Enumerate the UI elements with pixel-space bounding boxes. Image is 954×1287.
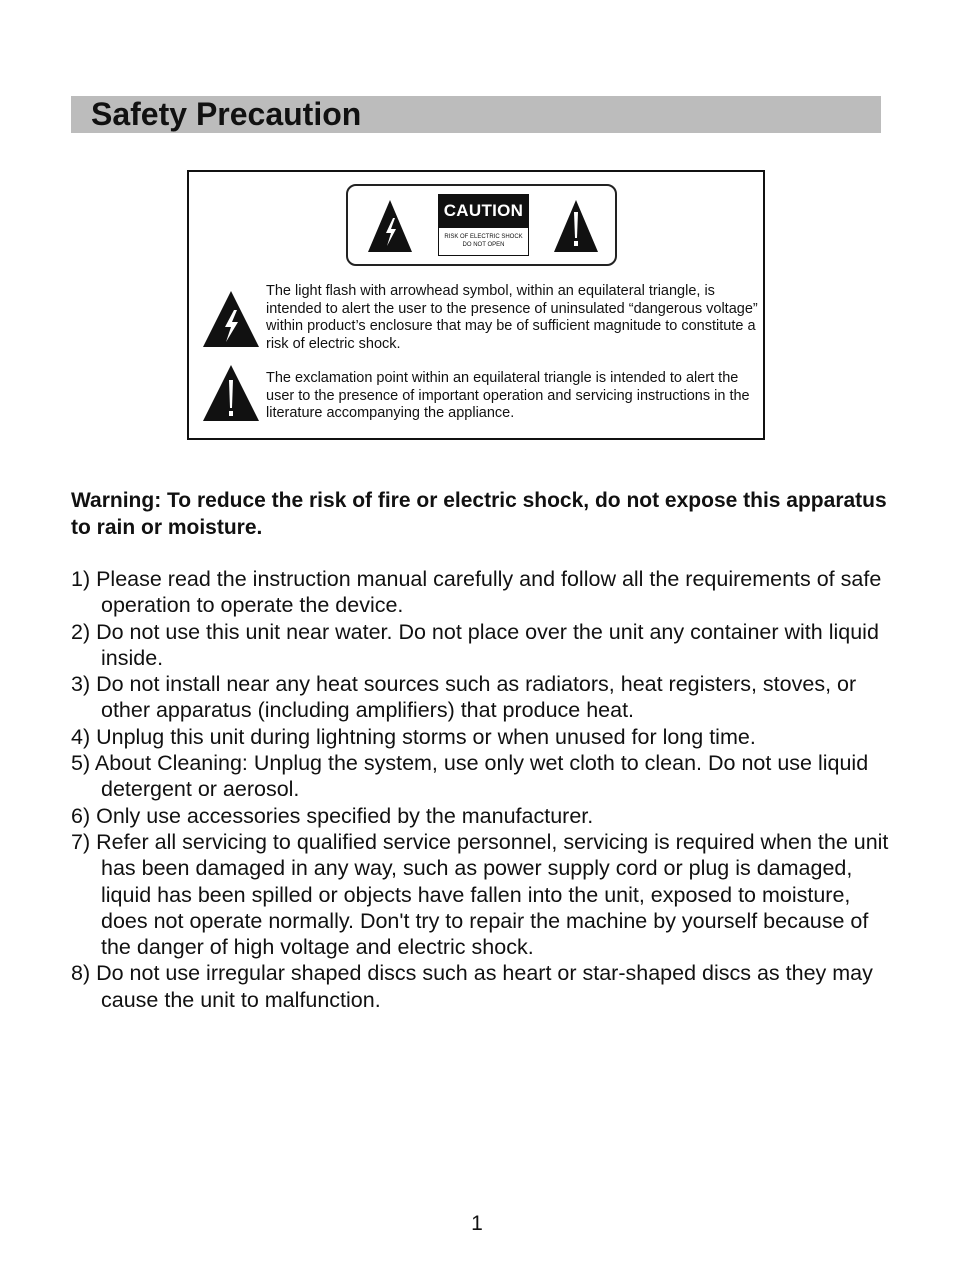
precautions-list [71, 566, 901, 1013]
warning-text: Warning: To reduce the risk of fire or electric shock, do not expose this apparatus to rain or moisture. [71, 489, 887, 539]
lightning-triangle-icon [367, 198, 413, 254]
lightning-symbol-description: The light flash with arrowhead symbol, within an equilateral triangle, is intended to alert the user to the presence of uninsulated “dangerous voltage” within product’s enclosure that may be of sufficient magnitude to constitute a risk of electric shock. [266, 283, 758, 352]
list-item: 8) Do not use irregular shaped discs such as heart or star-shaped discs as they may cause the unit to malfunction. [71, 961, 873, 1012]
caution-sign [438, 194, 529, 257]
page-number: 1 [471, 1212, 483, 1235]
list-item: 5) About Cleaning: Unplug the system, use only wet cloth to clean. Do not use liquid detergent or aerosol. [71, 751, 869, 802]
caution-subtext [438, 227, 529, 256]
exclamation-triangle-icon [553, 198, 599, 254]
list-item: 6) Only use accessories specified by the manufacturer. [71, 803, 594, 828]
caution-subtext-line2: DO NOT OPEN [462, 242, 505, 248]
list-item: 3) Do not install near any heat sources such as radiators, heat registers, stoves, or other apparatus (including amplifiers) that produce heat. [71, 672, 857, 723]
lightning-triangle-icon [201, 289, 261, 349]
list-item: 1) Please read the instruction manual carefully and follow all the requirements of safe operation to operate the device. [71, 567, 882, 618]
caution-subtext-line1: RISK OF ELECTRIC SHOCK [444, 234, 523, 240]
caution-label [346, 184, 617, 266]
caution-box [187, 170, 765, 440]
page-title: Safety Precaution [91, 96, 362, 132]
caution-heading: CAUTION [438, 194, 529, 227]
list-item: 7) Refer all servicing to qualified service personnel, servicing is required when the unit has been damaged in any way, such as power supply cord or plug is damaged, liquid has been spilled or objects have fallen into the unit, exposed to moisture, does not operate normally. Don't try to repair the machine by yourself because of the danger of high voltage and electric shock. [71, 829, 889, 960]
title-bar [71, 96, 881, 133]
exclamation-symbol-description: The exclamation point within an equilateral triangle is intended to alert the user to the presence of important operation and servicing instructions in the literature accompanying the appliance. [266, 370, 750, 421]
exclamation-triangle-icon [201, 363, 261, 423]
list-item: 2) Do not use this unit near water. Do not place over the unit any container with liquid inside. [71, 619, 879, 670]
list-item: 4) Unplug this unit during lightning storms or when unused for long time. [71, 724, 756, 749]
